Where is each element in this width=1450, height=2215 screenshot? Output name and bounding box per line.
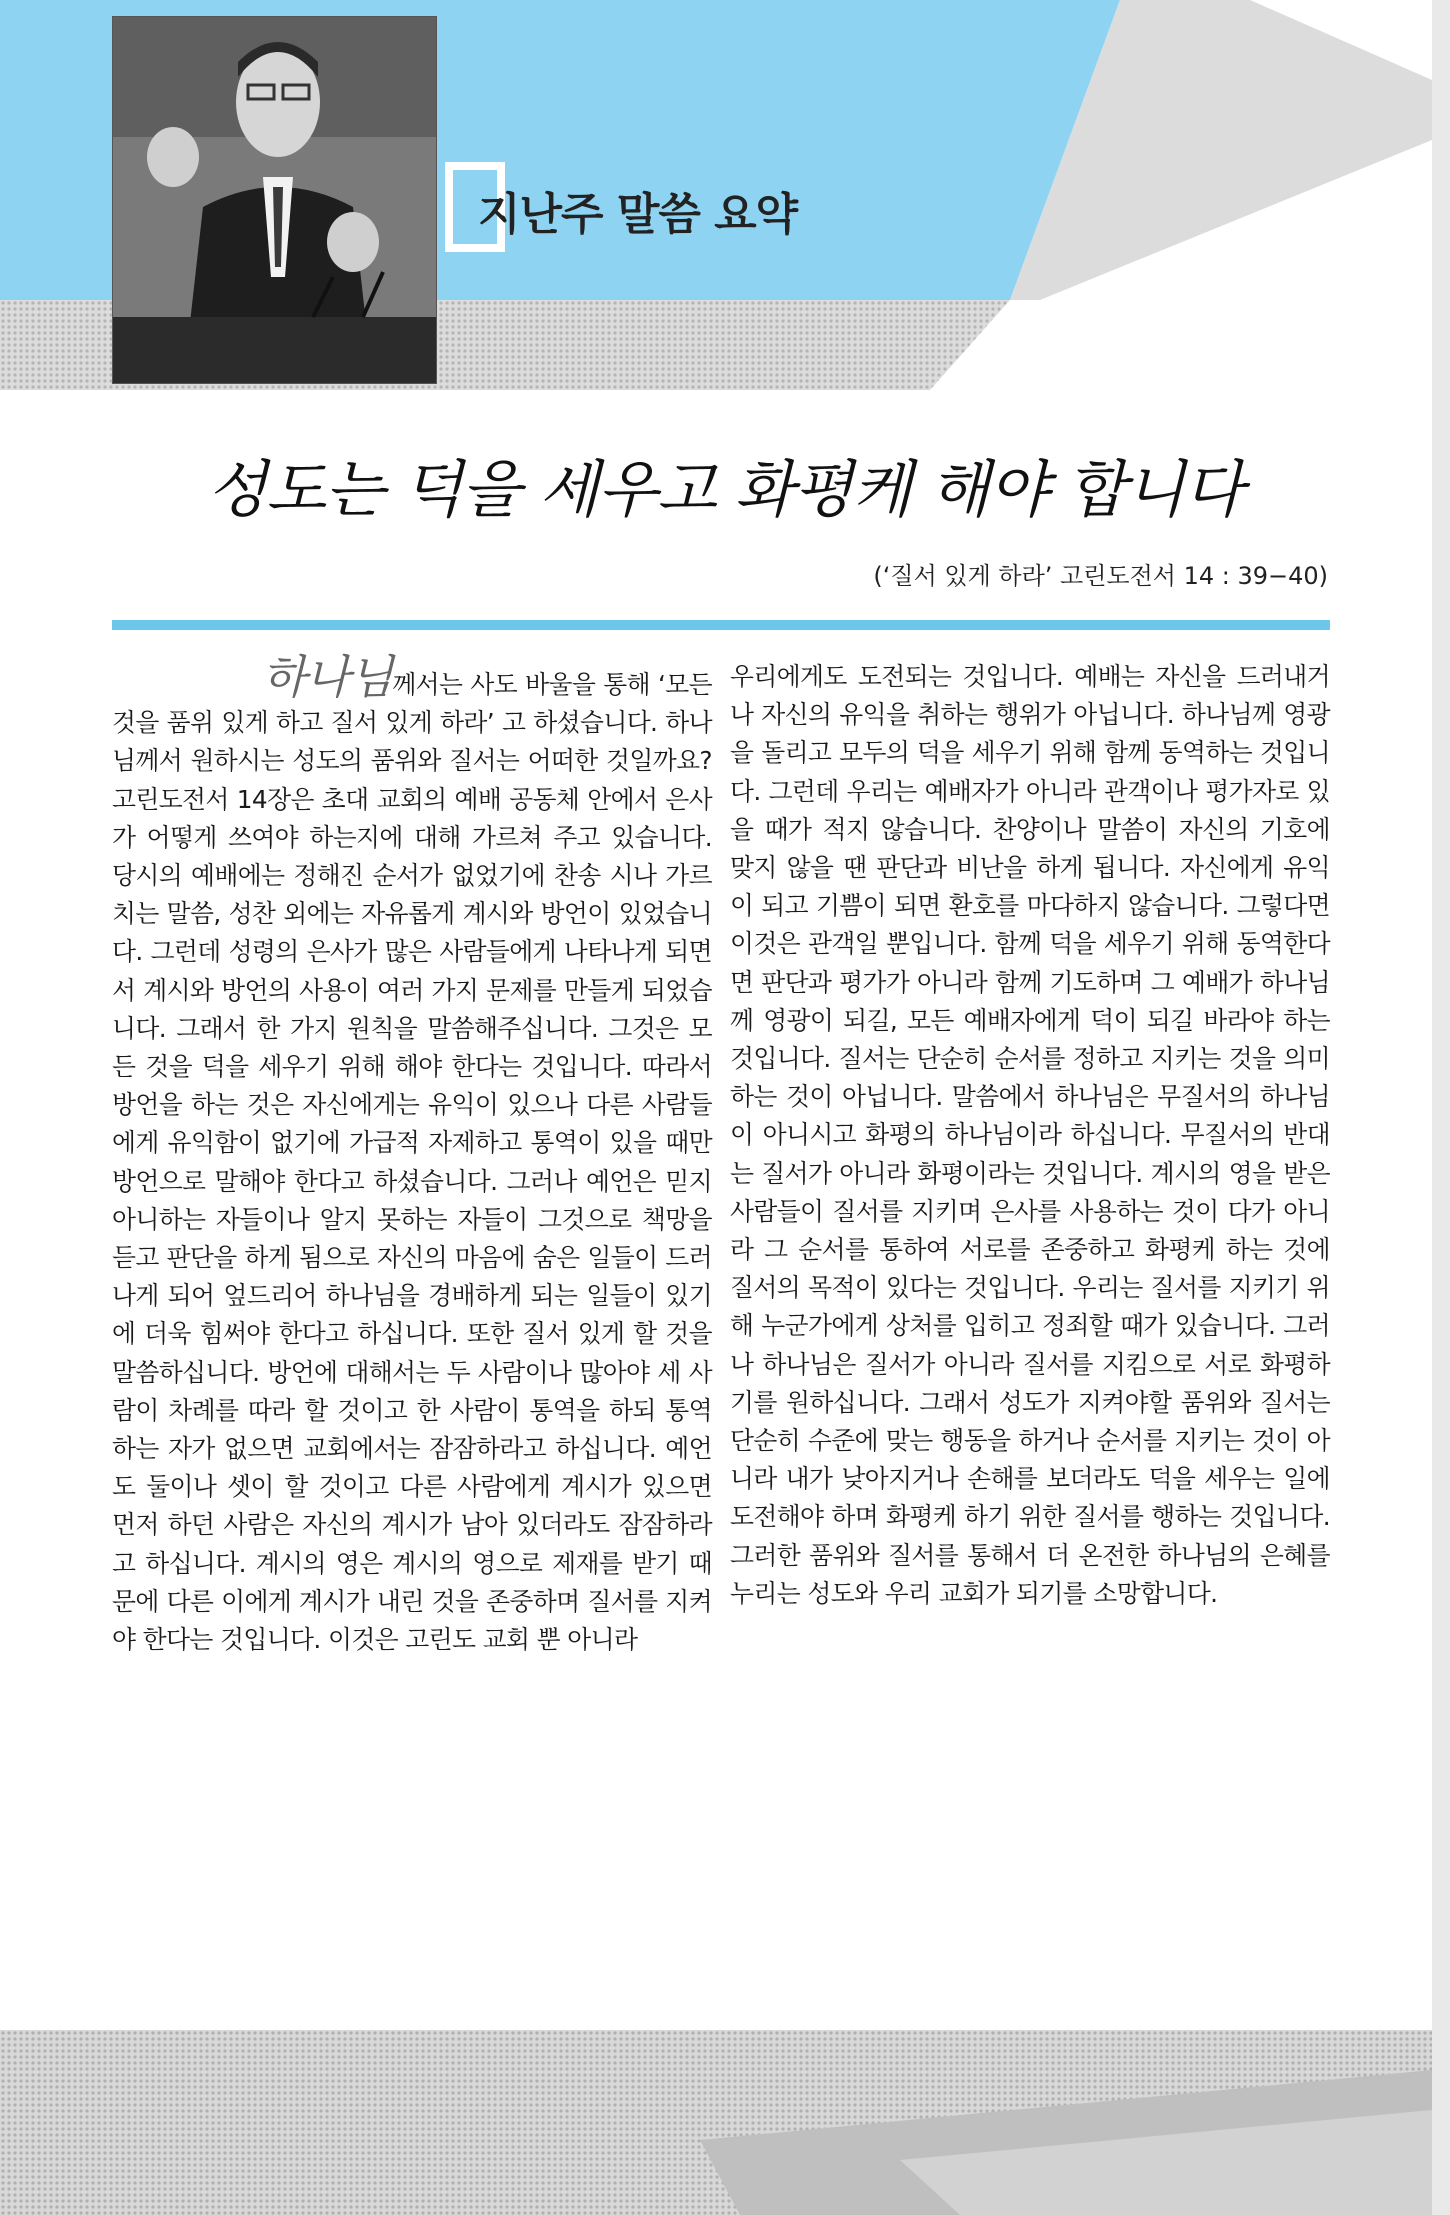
body-paragraph-left [112,650,712,1659]
body-paragraph-right: 우리에게도 도전되는 것입니다. 예배는 자신을 드러내거나 자신의 유익을 취하는 행위가 아닙니다. 하나님께 영광을 돌리고 모두의 덕을 세우기 위해 함께 동역하는 것입니다. 그런데 우리는 예배자가 아니라 관객이나 평가자로 있을 때가 적지 않습니다. 찬양이나 말씀이 자신의 기호에 맞지 않을 땐 판단과 비난을 하게 됩니다. 자신에게 유익이 되고 기쁨이 되면 환호를 마다하지 않습니다. 그렇다면 이것은 관객일 뿐입니다. 함께 덕을 세우기 위해 동역한다면 판단과 평가가 아니라 함께 기도하며 그 예배가 하나님께 영광이 되길, 모든 예배자에게 덕이 되길 바라야 하는 것입니다. 질서는 단순히 순서를 정하고 지키는 것을 의미하는 것이 아닙니다. 말씀에서 하나님은 무질서의 하나님이 아니시고 화평의 하나님이라 하십니다. 무질서의 반대는 질서가 아니라 화평이라는 것입니다. 계시의 영을 받은 사람들이 질서를 지키며 은사를 사용하는 것이 다가 아니라 그 순서를 통하여 서로를 존중하고 화평케 하는 것에 질서의 목적이 있다는 것입니다. 우리는 질서를 지키기 위해 누군가에게 상처를 입히고 정죄할 때가 있습니다. 그러나 하나님은 질서가 아니라 질서를 지킴으로 서로 화평하기를 원하십니다. 그래서 성도가 지켜야할 품위와 질서는 단순히 수준에 맞는 행동을 하거나 순서를 지키는 것이 아니라 내가 낮아지거나 손해를 보더라도 덕을 세우는 일에 도전해야 하며 화평케 하기 위한 질서를 행하는 것입니다. 그러한 품위와 질서를 통해서 더 온전한 하나님의 은혜를 누리는 성도와 우리 교회가 되기를 소망합니다. [730,662,1330,1608]
sermon-title: 성도는 덕을 세우고 화평케 해야 합니다 [207,453,1243,526]
page-edge-strip [1432,0,1450,2215]
body-column-left [112,650,712,2018]
body-column-right [730,658,1330,2018]
pastor-photo [112,16,437,384]
drop-cap: 하나님 [262,650,393,704]
body-text-left: 께서는 사도 바울을 통해 ‘모든 것을 품위 있게 하고 질서 있게 하라’ 고 하셨습니다. 하나님께서 원하시는 성도의 품위와 질서는 어떠한 것일까요? 고린도전서 14장은 초대 교회의 예배 공동체 안에서 은사가 어떻게 쓰여야 하는지에 대해 가르쳐 주고 있습니다. 당시의 예배에는 정해진 순서가 없었기에 찬송 시나 가르치는 말씀, 성찬 외에는 자유롭게 계시와 방언이 있었습니다. 그런데 성령의 은사가 많은 사람들에게 나타나게 되면서 계시와 방언의 사용이 여러 가지 문제를 만들게 되었습니다. 그래서 한 가지 원칙을 말씀해주십니다. 그것은 모든 것을 덕을 세우기 위해 해야 한다는 것입니다. 따라서 방언을 하는 것은 자신에게는 유익이 있으나 다른 사람들에게 유익함이 없기에 가급적 자제하고 통역이 있을 때만 방언으로 말해야 한다고 하셨습니다. 그러나 예언은 믿지 아니하는 자들이나 알지 못하는 자들이 그것으로 책망을 듣고 판단을 하게 됨으로 자신의 마음에 숨은 일들이 드러나게 되어 엎드리어 하나님을 경배하게 되는 일들이 있기에 더욱 힘써야 한다고 하십니다. 또한 질서 있게 할 것을 말씀하십니다. 방언에 대해서는 두 사람이나 많아야 세 사람이 차례를 따라 할 것이고 한 사람이 통역을 하되 통역하는 자가 없으면 교회에서는 잠잠하라고 하십니다. 예언도 둘이나 셋이 할 것이고 다른 사람에게 계시가 있으면 먼저 하던 사람은 자신의 계시가 남아 있더라도 잠잠하라고 하십니다. 계시의 영은 계시의 영으로 제재를 받기 때문에 다른 이에게 계시가 내린 것을 존중하며 질서를 지켜야 한다는 것입니다. 이것은 고린도 교회 뿐 아니라 [112,670,712,1655]
section-label: 지난주 말씀 요약 [478,189,798,240]
scripture-reference: (‘질서 있게 하라’ 고린도전서 14 : 39−40) [873,562,1328,590]
title-divider [112,620,1330,630]
footer-background [0,2030,1450,2215]
